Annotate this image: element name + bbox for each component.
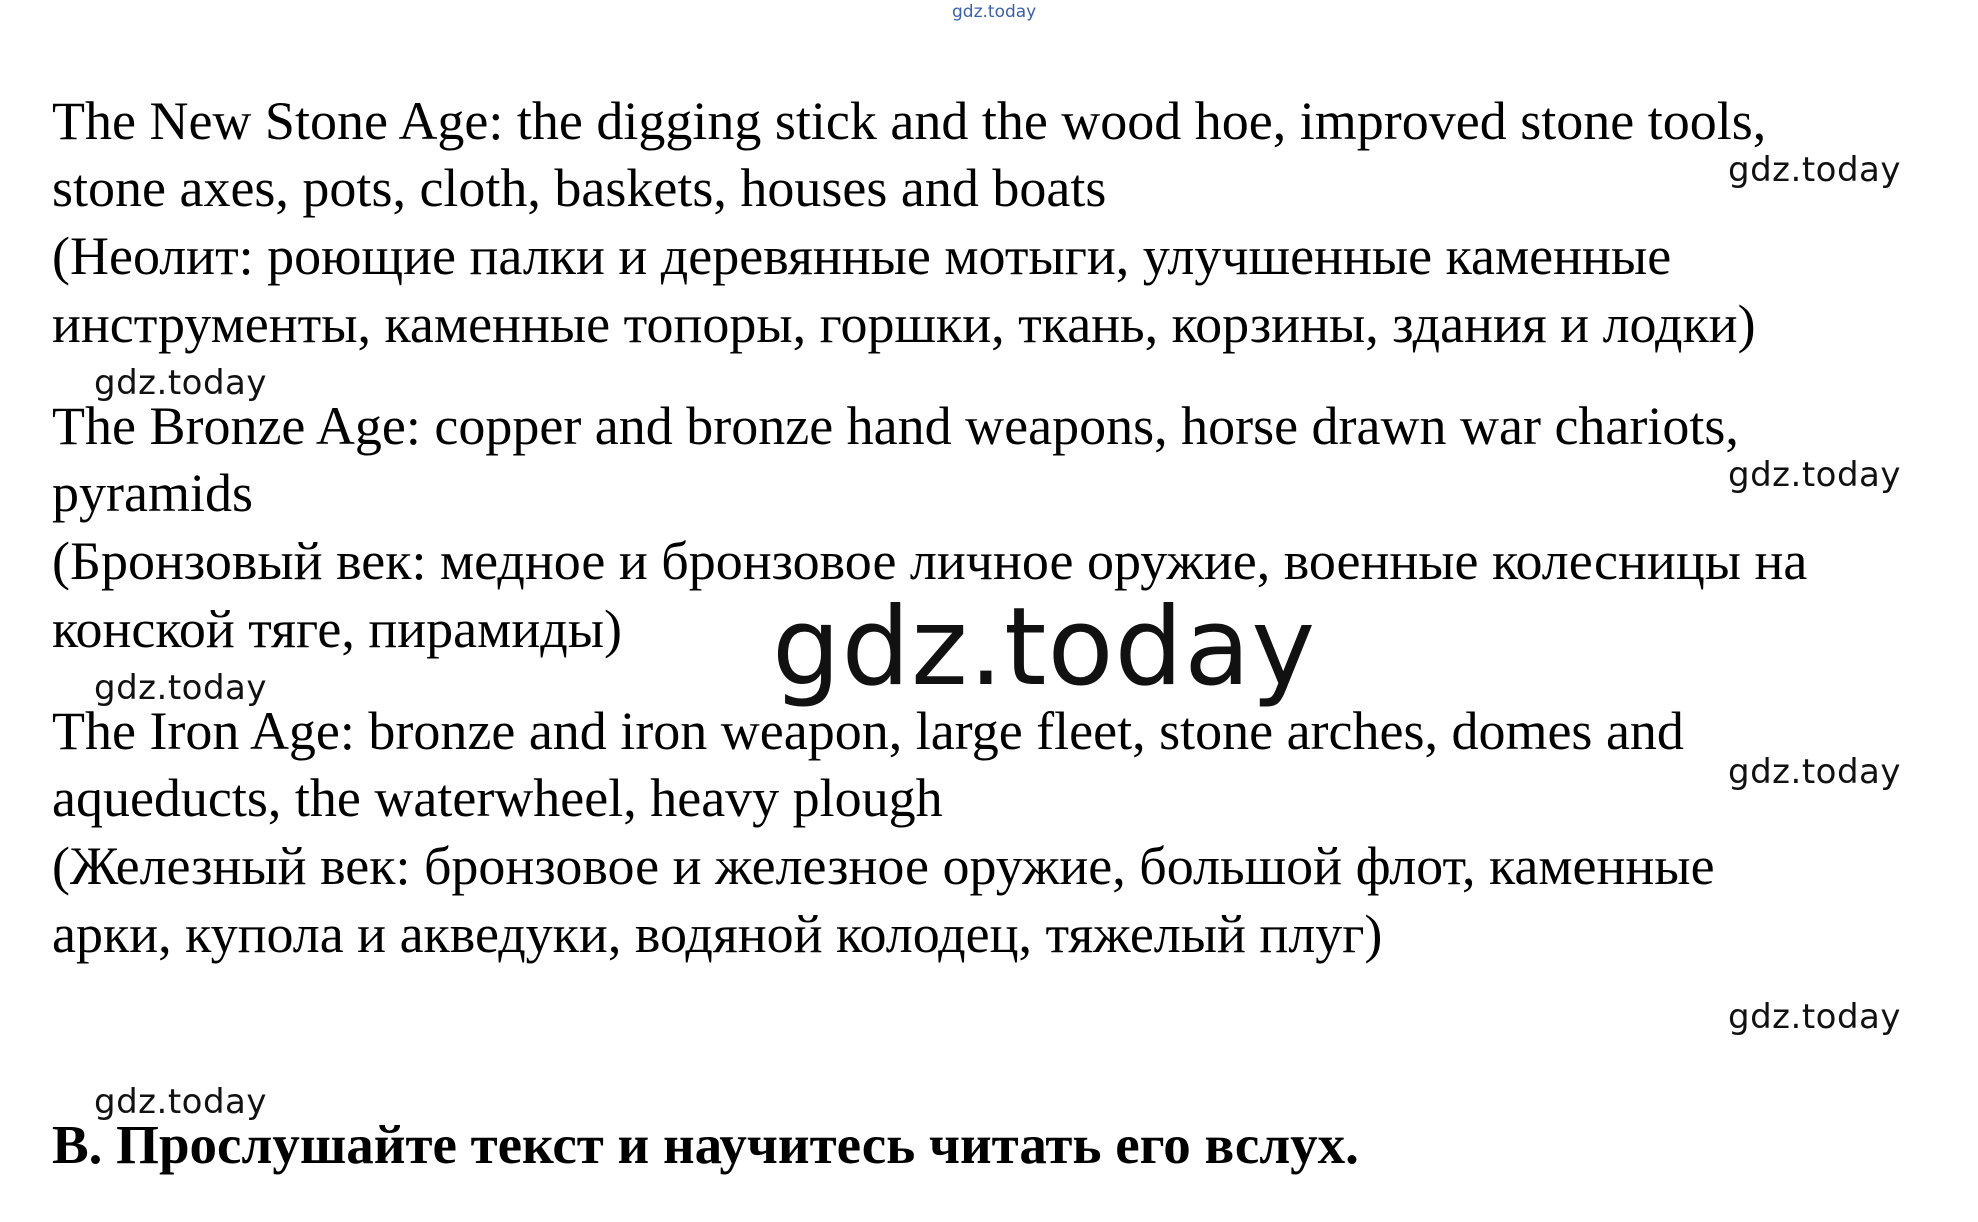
bronze-age-line-1: The Bronze Age: copper and bronze hand weapons, horse drawn war chariots, xyxy=(52,396,1739,456)
watermark-center: gdz.today xyxy=(772,585,1317,710)
new-stone-age-translation-line-1: (Неолит: роющие палки и деревянные мотыги, улучшенные каменные xyxy=(52,226,1672,286)
iron-age-line-1: The Iron Age: bronze and iron weapon, large fleet, stone arches, domes and xyxy=(52,701,1684,761)
iron-age-translation-line-1: (Железный век: бронзовое и железное оружие, большой флот, каменные xyxy=(52,836,1715,896)
watermark-right-1: gdz.today xyxy=(1728,150,1901,190)
watermark-left-3: gdz.today xyxy=(94,1082,267,1122)
iron-age-line-2: aqueducts, the waterwheel, heavy plough xyxy=(52,768,943,828)
task-heading: B. Прослушайте текст и научитесь читать его вслух. xyxy=(52,1114,1359,1175)
watermark-top: gdz.today xyxy=(952,2,1037,22)
new-stone-age-line-2: stone axes, pots, cloth, baskets, houses and boats xyxy=(52,158,1107,218)
bronze-age-translation-line-2: конской тяге, пирамиды) xyxy=(52,599,622,659)
iron-age-translation-line-2: арки, купола и акведуки, водяной колодец, тяжелый плуг) xyxy=(52,904,1383,964)
new-stone-age-translation-line-2: инструменты, каменные топоры, горшки, ткань, корзины, здания и лодки) xyxy=(52,294,1756,354)
bronze-age-translation-line-1: (Бронзовый век: медное и бронзовое личное оружие, военные колесницы на xyxy=(52,531,1808,591)
bronze-age-line-2: pyramids xyxy=(52,463,253,523)
watermark-right-4: gdz.today xyxy=(1728,997,1901,1037)
watermark-right-2: gdz.today xyxy=(1728,455,1901,495)
watermark-left-2: gdz.today xyxy=(94,668,267,708)
watermark-right-3: gdz.today xyxy=(1728,752,1901,792)
watermark-left-1: gdz.today xyxy=(94,363,267,403)
new-stone-age-line-1: The New Stone Age: the digging stick and the wood hoe, improved stone tools, xyxy=(52,91,1767,151)
